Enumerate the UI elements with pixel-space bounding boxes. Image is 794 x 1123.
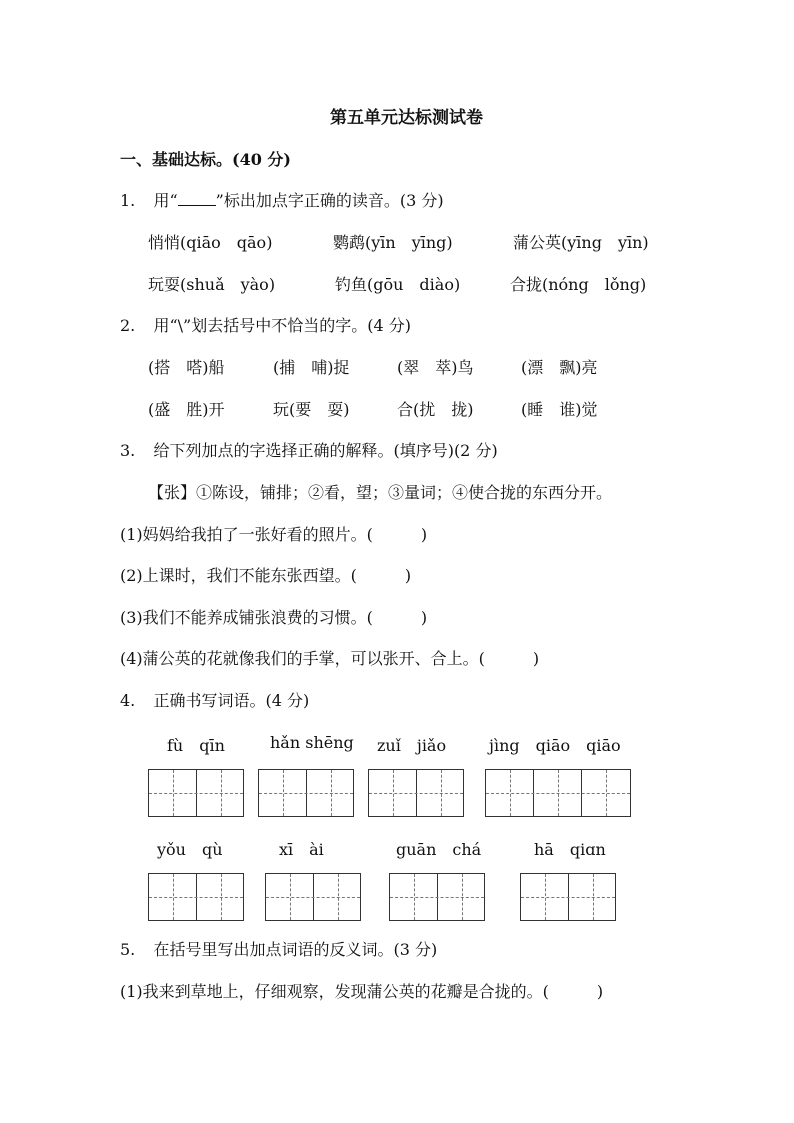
q5-subquestion: (1)我来到草地上，仔细观察，发现蒲公英的花瓣是合拢的。( ) (120, 982, 604, 1001)
question-4 (120, 691, 309, 711)
q3-subquestion: (1)妈妈给我拍了一张好看的照片。( ) (120, 525, 428, 544)
writing-grid[interactable] (148, 873, 244, 921)
question-number: 4. (120, 691, 136, 710)
pinyin-label: zuǐ jiǎo (377, 736, 447, 755)
writing-grid-row (0, 769, 794, 817)
q1-option: 玩耍(shuǎ yào) (148, 275, 276, 294)
writing-grid[interactable] (485, 769, 631, 817)
writing-grid[interactable] (258, 769, 354, 817)
q2-option: (盛 胜)开 (148, 400, 225, 419)
question-text: 用“\”划去括号中不恰当的字。(4 分) (153, 316, 411, 335)
question-text: ”标出加点字正确的读音。(3 分) (215, 191, 444, 210)
q2-option: (睡 谁)觉 (521, 400, 598, 419)
question-text: 用“ (153, 191, 178, 210)
question-number: 3. (120, 441, 136, 460)
writing-grid[interactable] (389, 873, 485, 921)
pinyin-label: xī ài (279, 840, 324, 859)
pinyin-label: guān chá (396, 840, 482, 859)
question-1 (120, 191, 444, 211)
q3-definition: 【张】①陈设，铺排；②看，望；③量词；④使合拢的东西分开。 (148, 483, 613, 502)
question-text: 正确书写词语。(4 分) (153, 691, 310, 710)
q2-option: 合(扰 拢) (397, 400, 474, 419)
q1-option: 蒲公英(yīng yīn) (513, 233, 649, 252)
q2-option: (搭 嗒)船 (148, 358, 225, 377)
writing-grid[interactable] (368, 769, 464, 817)
question-2 (120, 316, 411, 336)
pinyin-label: hǎn shēng (270, 733, 354, 752)
writing-grid[interactable] (148, 769, 244, 817)
writing-grid-row (0, 873, 794, 921)
writing-grid[interactable] (265, 873, 361, 921)
q1-option: 鹦鹉(yīn yīng) (333, 233, 453, 252)
question-number: 5. (120, 940, 136, 959)
question-3 (120, 441, 498, 461)
q1-option: 合拢(nóng lǒng) (510, 275, 647, 294)
question-text: 在括号里写出加点词语的反义词。(3 分) (153, 940, 438, 959)
q2-option: (捕 哺)捉 (273, 358, 350, 377)
pinyin-label: hā qiɑn (534, 840, 606, 859)
q1-option: 悄悄(qiāo qāo) (148, 233, 273, 252)
section-heading-basic: 一、基础达标。(40 分) (120, 150, 291, 169)
q3-subquestion: (4)蒲公英的花就像我们的手掌，可以张开、合上。( ) (120, 649, 540, 668)
writing-grid[interactable] (520, 873, 616, 921)
pinyin-label: fù qīn (167, 736, 225, 755)
q1-option: 钓鱼(gōu diào) (335, 275, 461, 294)
question-number: 1. (120, 191, 136, 210)
question-text: 给下列加点的字选择正确的解释。(填序号)(2 分) (153, 441, 498, 460)
pinyin-label: jìng qiāo qiāo (489, 736, 621, 755)
q3-subquestion: (3)我们不能养成铺张浪费的习惯。( ) (120, 608, 428, 627)
page-title: 第五单元达标测试卷 (330, 108, 483, 128)
pinyin-label: yǒu qù (157, 840, 223, 859)
q2-option: (翠 萃)鸟 (397, 358, 474, 377)
q2-option: 玩(要 耍) (273, 400, 350, 419)
q3-subquestion: (2)上课时，我们不能东张西望。( ) (120, 566, 412, 585)
underline-mark-sample (178, 191, 216, 206)
question-number: 2. (120, 316, 136, 335)
q2-option: (漂 飘)亮 (521, 358, 598, 377)
question-5 (120, 940, 437, 960)
